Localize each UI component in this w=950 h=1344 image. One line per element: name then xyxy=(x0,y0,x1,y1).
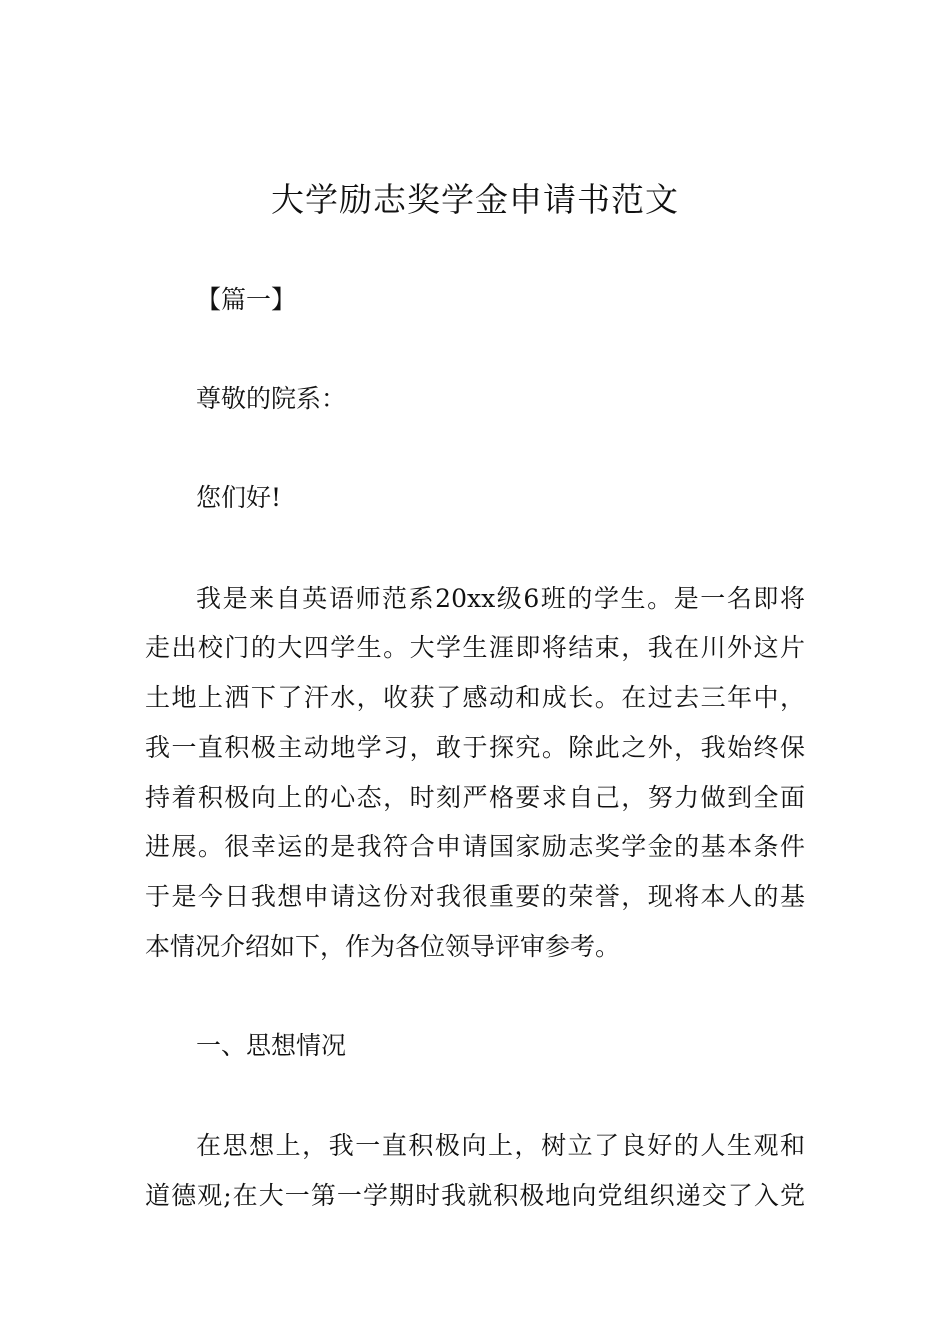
paragraph-line: 在思想上，我一直积极向上，树立了良好的人生观和 xyxy=(196,1131,805,1160)
paragraph-line: 道德观;在大一第一学期时我就积极地向党组织递交了入党 xyxy=(145,1181,805,1210)
greeting: 您们好! xyxy=(196,483,282,512)
section-tag: 【篇一】 xyxy=(196,285,297,314)
document-title: 大学励志奖学金申请书范文 xyxy=(271,180,679,219)
paragraph-line: 进展。很幸运的是我符合申请国家励志奖学金的基本条件 xyxy=(145,832,805,861)
paragraph-line: 走出校门的大四学生。大学生涯即将结束，我在川外这片 xyxy=(145,633,805,662)
section-heading: 一、思想情况 xyxy=(196,1031,347,1060)
paragraph-line: 土地上洒下了汗水，收获了感动和成长。在过去三年中， xyxy=(145,683,805,712)
paragraph-line: 于是今日我想申请这份对我很重要的荣誉，现将本人的基 xyxy=(145,882,805,911)
paragraph-line: 持着积极向上的心态，时刻严格要求自己，努力做到全面 xyxy=(145,783,805,812)
salutation: 尊敬的院系： xyxy=(196,384,347,413)
paragraph-line: 我是来自英语师范系20xx级6班的学生。是一名即将 xyxy=(196,584,805,613)
paragraph-line: 本情况介绍如下，作为各位领导评审参考。 xyxy=(145,932,621,961)
paragraph-line: 我一直积极主动地学习，敢于探究。除此之外，我始终保 xyxy=(145,733,805,762)
